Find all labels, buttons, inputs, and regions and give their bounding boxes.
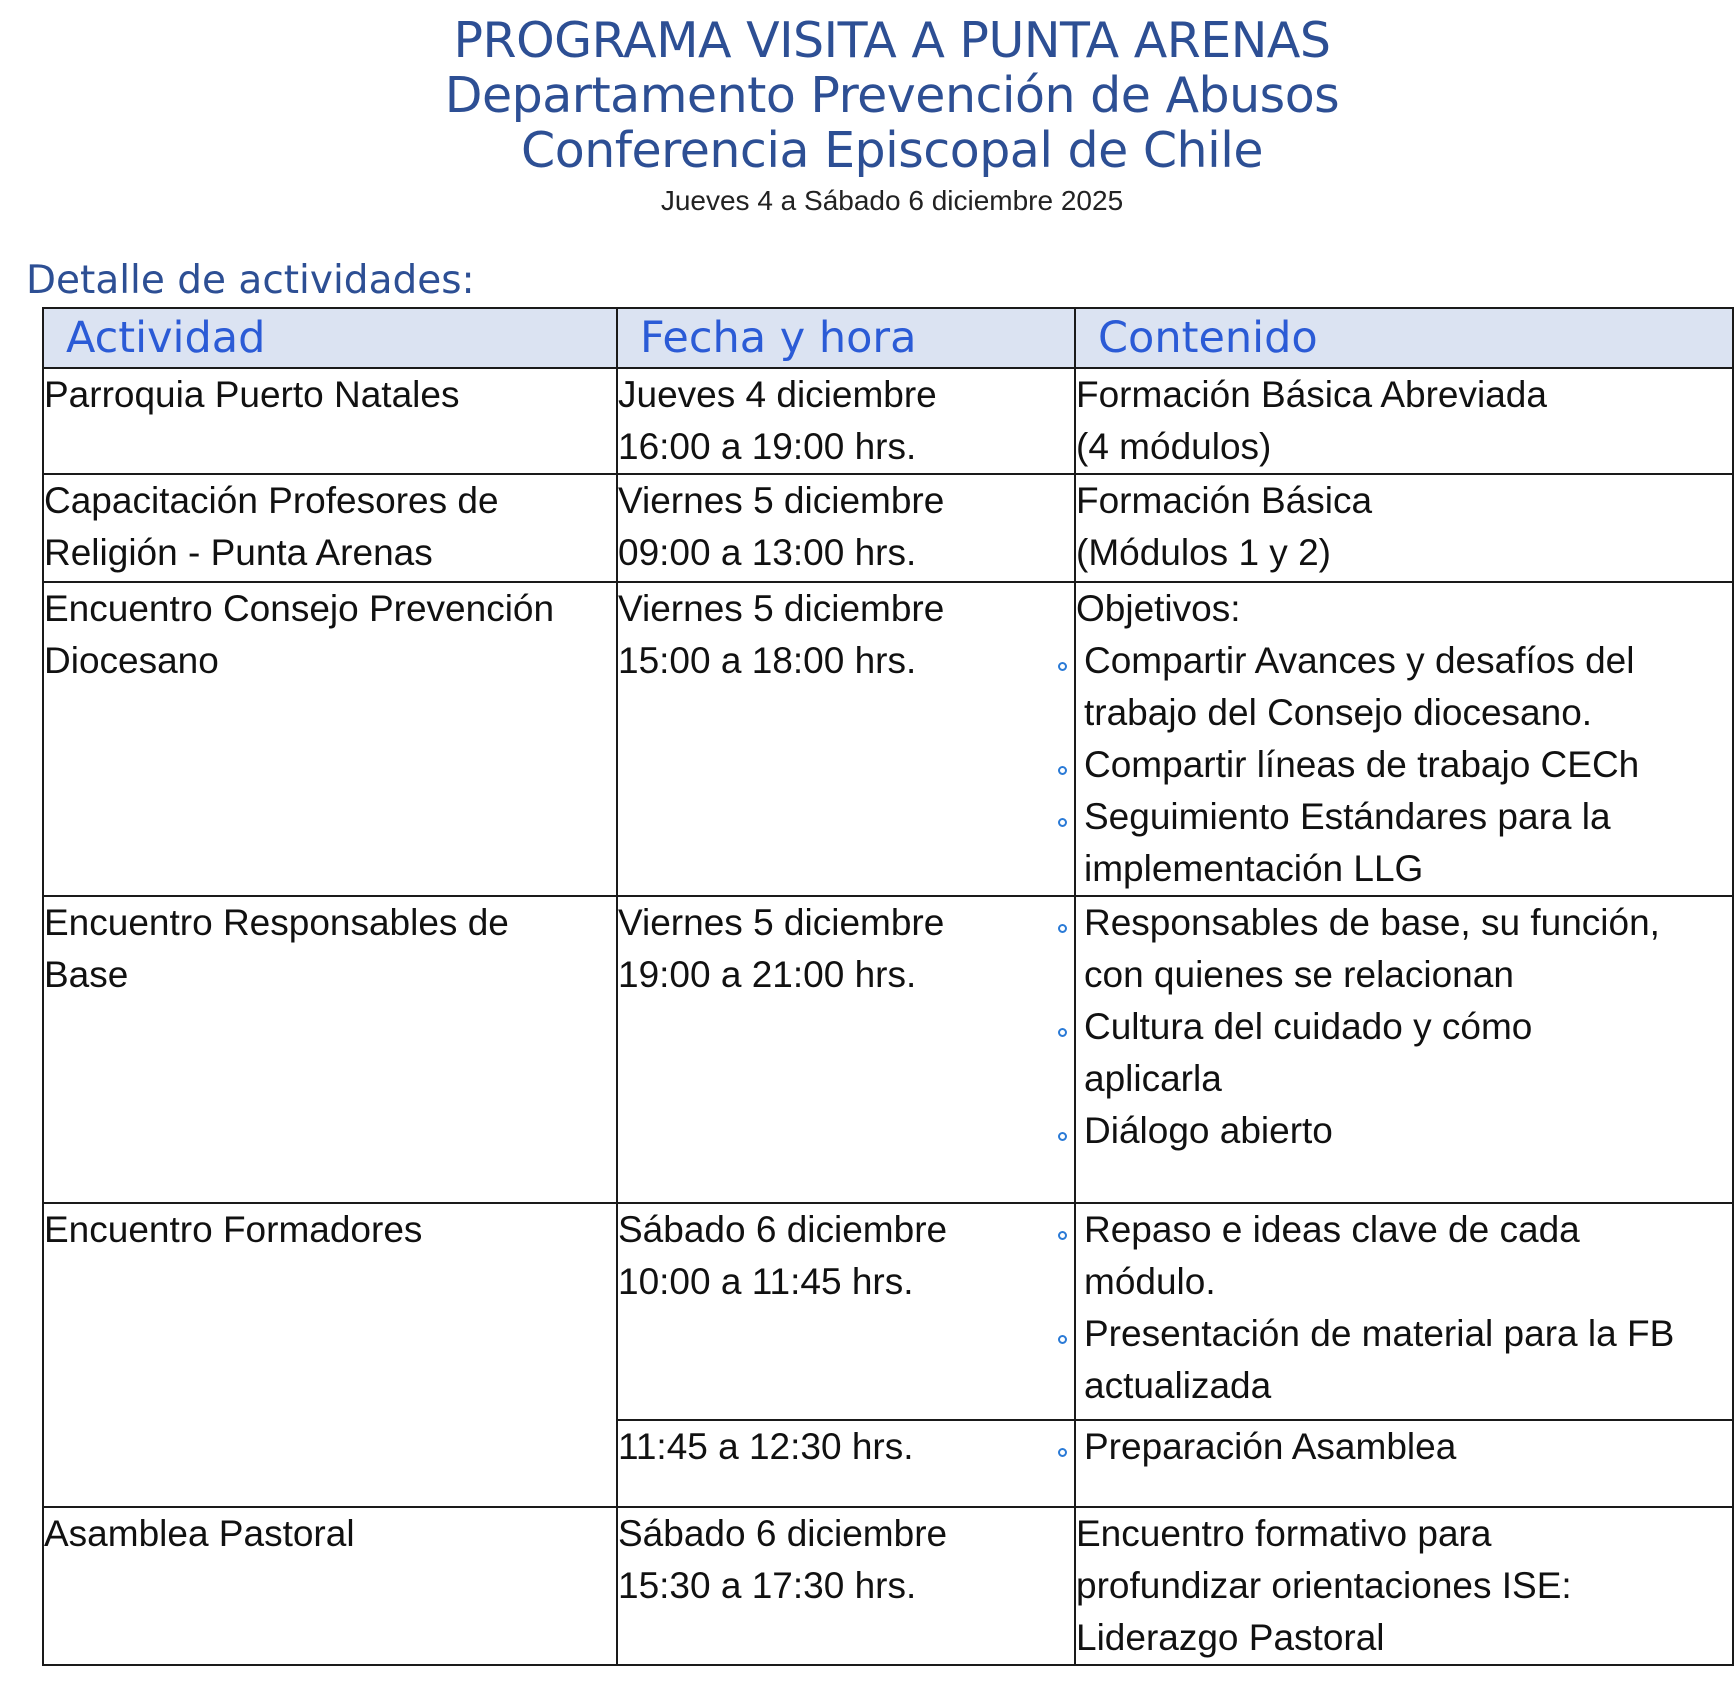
circle-bullet-icon — [1058, 924, 1067, 933]
list-item — [1054, 1204, 1732, 1308]
time-text: 10:00 a 11:45 hrs. — [618, 1261, 914, 1302]
content-text: Formación Básica Abreviada — [1076, 374, 1547, 415]
date-time-cell — [617, 896, 1075, 1203]
bullet-text: Compartir Avances y desafíos del — [1084, 640, 1635, 681]
list-item — [1054, 1105, 1732, 1157]
content-text: profundizar orientaciones ISE: — [1076, 1565, 1572, 1606]
date-text: Viernes 5 diciembre — [618, 902, 945, 943]
list-item — [1054, 791, 1732, 895]
date-time-cell — [617, 1507, 1075, 1665]
activity-text: Base — [44, 954, 129, 995]
activity-text: Capacitación Profesores de — [44, 480, 499, 521]
bullet-text: Responsables de base, su función, — [1084, 902, 1660, 943]
list-item — [1054, 1421, 1732, 1473]
table-row — [43, 1507, 1733, 1665]
bullet-text: Seguimiento Estándares para la — [1084, 796, 1611, 837]
date-text: Sábado 6 diciembre — [618, 1209, 948, 1250]
activity-text: Religión - Punta Arenas — [44, 532, 433, 573]
activity-text: Encuentro Responsables de — [44, 902, 509, 943]
content-text: (4 módulos) — [1076, 426, 1272, 467]
time-text: 11:45 a 12:30 hrs. — [618, 1426, 914, 1467]
list-item — [1054, 1001, 1732, 1105]
time-text: 15:30 a 17:30 hrs. — [618, 1565, 917, 1606]
activity-text: Encuentro Consejo Prevención — [44, 588, 555, 629]
section-heading: Detalle de actividades: — [26, 258, 475, 303]
date-time-cell — [617, 1203, 1075, 1420]
activity-text: Encuentro Formadores — [44, 1209, 423, 1250]
bullet-list — [1076, 1204, 1732, 1412]
content-cell — [1075, 896, 1733, 1203]
bullet-text: con quienes se relacionan — [1084, 954, 1514, 995]
circle-bullet-icon — [1058, 1231, 1067, 1240]
content-text: Encuentro formativo para — [1076, 1513, 1492, 1554]
column-header-date-time: Fecha y hora — [617, 308, 1075, 368]
objectives-label: Objetivos: — [1076, 588, 1241, 629]
circle-bullet-icon — [1058, 766, 1067, 775]
date-text: Jueves 4 diciembre — [618, 374, 937, 415]
organization-name: Conferencia Episcopal de Chile — [521, 121, 1263, 179]
time-text: 15:00 a 18:00 hrs. — [618, 640, 917, 681]
date-range: Jueves 4 a Sábado 6 diciembre 2025 — [660, 184, 1124, 216]
department-name: Departamento Prevención de Abusos — [444, 66, 1340, 124]
bullet-text: actualizada — [1084, 1365, 1272, 1406]
circle-bullet-icon — [1058, 1448, 1067, 1457]
bullet-text: trabajo del Consejo diocesano. — [1084, 692, 1593, 733]
table-row — [43, 896, 1733, 1203]
content-text: (Módulos 1 y 2) — [1076, 532, 1331, 573]
date-text: Sábado 6 diciembre — [618, 1513, 948, 1554]
document-title: PROGRAMA VISITA A PUNTA ARENAS — [453, 12, 1331, 69]
list-item — [1054, 897, 1732, 1001]
activity-text: Asamblea Pastoral — [44, 1513, 355, 1554]
date-time-cell — [617, 1420, 1075, 1507]
activity-cell — [43, 368, 617, 474]
activity-cell — [43, 1203, 617, 1507]
activities-table — [42, 307, 1734, 1666]
bullet-text: Presentación de material para la FB — [1084, 1313, 1675, 1354]
bullet-text: Preparación Asamblea — [1084, 1426, 1457, 1467]
content-text: Formación Básica — [1076, 480, 1373, 521]
content-cell — [1075, 1420, 1733, 1507]
circle-bullet-icon — [1058, 1335, 1067, 1344]
table-row — [43, 368, 1733, 474]
bullet-text: Compartir líneas de trabajo CECh — [1084, 744, 1640, 785]
column-header-content: Contenido — [1075, 308, 1733, 368]
activity-cell — [43, 582, 617, 896]
bullet-text: aplicarla — [1084, 1058, 1222, 1099]
circle-bullet-icon — [1058, 662, 1067, 671]
circle-bullet-icon — [1058, 1132, 1067, 1141]
table-row — [43, 474, 1733, 582]
time-text: 09:00 a 13:00 hrs. — [618, 532, 917, 573]
bullet-text: Cultura del cuidado y cómo — [1084, 1006, 1533, 1047]
table-header-row — [43, 308, 1733, 368]
list-item — [1054, 1308, 1732, 1412]
content-text: Liderazgo Pastoral — [1076, 1617, 1385, 1658]
bullet-list — [1076, 635, 1732, 895]
bullet-text: Repaso e ideas clave de cada — [1084, 1209, 1580, 1250]
bullet-list — [1076, 1421, 1732, 1473]
date-text: Viernes 5 diciembre — [618, 480, 945, 521]
date-time-cell — [617, 582, 1075, 896]
date-time-cell — [617, 474, 1075, 582]
date-text: Viernes 5 diciembre — [618, 588, 945, 629]
activity-text: Parroquia Puerto Natales — [44, 374, 460, 415]
bullet-list — [1076, 897, 1732, 1157]
document-header — [0, 14, 1734, 217]
content-cell — [1075, 1507, 1733, 1665]
list-item — [1054, 739, 1732, 791]
activity-cell — [43, 1507, 617, 1665]
content-cell — [1075, 1203, 1733, 1420]
time-text: 16:00 a 19:00 hrs. — [618, 426, 917, 467]
activity-cell — [43, 474, 617, 582]
content-cell — [1075, 582, 1733, 896]
time-text: 19:00 a 21:00 hrs. — [618, 954, 917, 995]
circle-bullet-icon — [1058, 818, 1067, 827]
activity-text: Diocesano — [44, 640, 219, 681]
activity-cell — [43, 896, 617, 1203]
content-cell — [1075, 368, 1733, 474]
table-row — [43, 1203, 1733, 1420]
bullet-text: Diálogo abierto — [1084, 1110, 1333, 1151]
table-row — [43, 582, 1733, 896]
date-time-cell — [617, 368, 1075, 474]
column-header-activity: Actividad — [43, 308, 617, 368]
circle-bullet-icon — [1058, 1028, 1067, 1037]
content-cell — [1075, 474, 1733, 582]
bullet-text: módulo. — [1084, 1261, 1216, 1302]
list-item — [1054, 635, 1732, 739]
bullet-text: implementación LLG — [1084, 848, 1424, 889]
